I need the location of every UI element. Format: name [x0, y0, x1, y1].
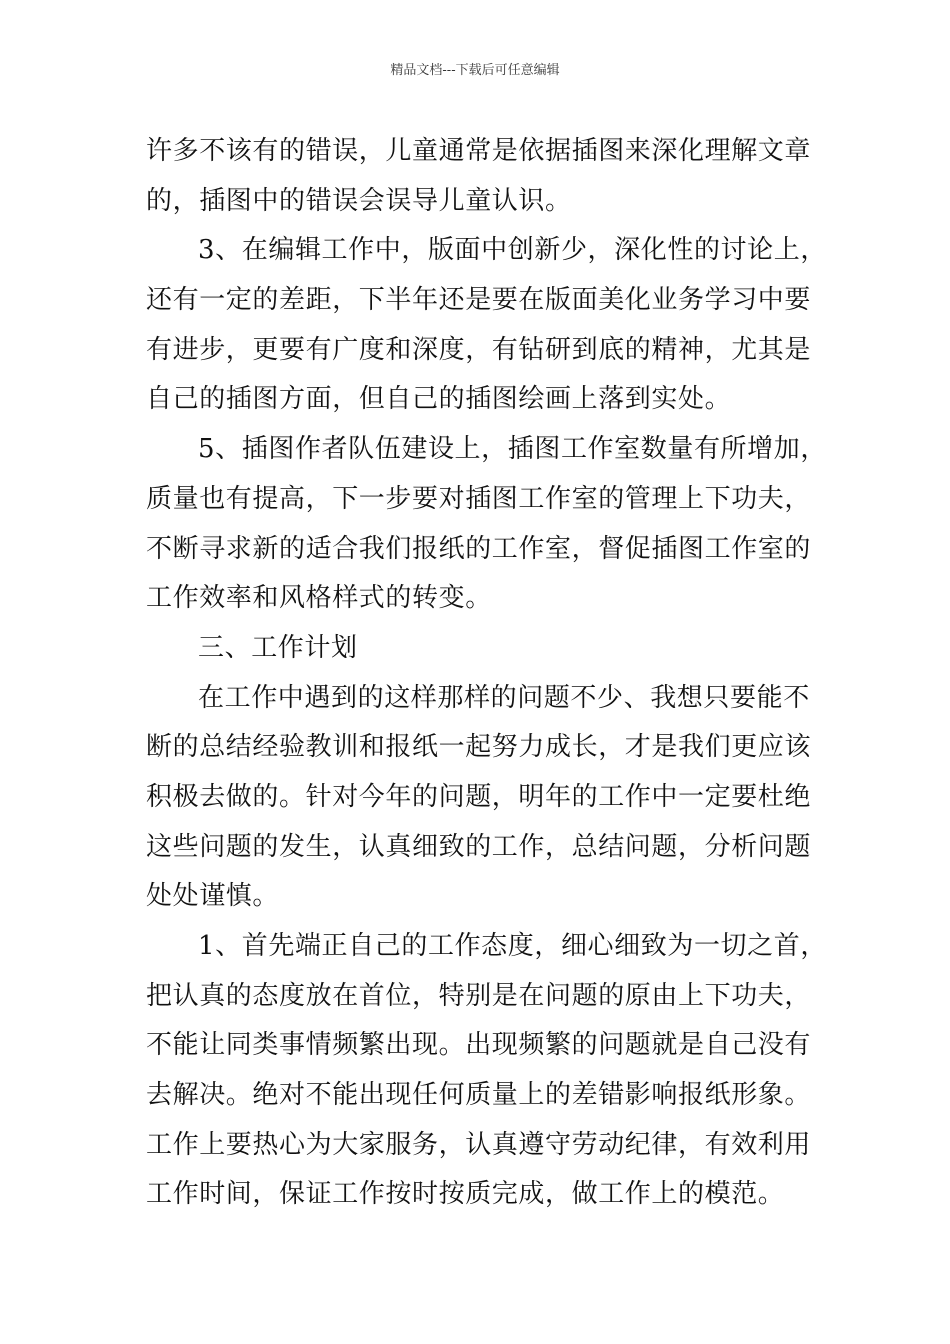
text-line: 自己的插图方面，但自己的插图绘画上落到实处。 — [146, 384, 732, 415]
section-heading: 三、工作计划 — [198, 632, 358, 663]
text-line: 3、在编辑工作中，版面中创新少，深化性的讨论上， — [198, 235, 827, 266]
text-line: 处处谨慎。 — [146, 881, 280, 912]
text-line: 工作时间，保证工作按时按质完成，做工作上的模范。 — [146, 1179, 785, 1210]
text-line: 还有一定的差距，下半年还是要在版面美化业务学习中要 — [146, 285, 812, 316]
text-line: 在工作中遇到的这样那样的问题不少、我想只要能不 — [198, 682, 810, 713]
text-line: 把认真的态度放在首位，特别是在问题的原由上下功夫， — [146, 980, 812, 1011]
text-line: 去解决。绝对不能出现任何质量上的差错影响报纸形象。 — [146, 1080, 812, 1111]
text-line: 的，插图中的错误会误导儿童认识。 — [146, 185, 572, 216]
text-line: 断的总结经验教训和报纸一起努力成长，才是我们更应该 — [146, 732, 812, 763]
text-line: 工作上要热心为大家服务，认真遵守劳动纪律，有效利用 — [146, 1129, 812, 1160]
text-line: 不能让同类事情频繁出现。出现频繁的问题就是自己没有 — [146, 1030, 812, 1061]
text-line: 不断寻求新的适合我们报纸的工作室，督促插图工作室的 — [146, 533, 812, 564]
text-line: 质量也有提高，下一步要对插图工作室的管理上下功夫， — [146, 483, 812, 514]
text-line: 积极去做的。针对今年的问题，明年的工作中一定要杜绝 — [146, 781, 812, 812]
text-line: 1、首先端正自己的工作态度，细心细致为一切之首， — [198, 931, 827, 961]
text-line: 工作效率和风格样式的转变。 — [146, 583, 492, 614]
text-line: 这些问题的发生，认真细致的工作，总结问题，分析问题 — [146, 831, 812, 862]
document-body — [146, 127, 827, 1220]
text-line: 许多不该有的错误，儿童通常是依据插图来深化理解文章 — [146, 136, 812, 166]
text-line: 5、插图作者队伍建设上，插图工作室数量有所增加， — [198, 434, 827, 465]
text-line: 有进步，更要有广度和深度，有钻研到底的精神，尤其是 — [146, 334, 812, 365]
page-header: 精品文档---下载后可任意编辑 — [390, 63, 560, 78]
